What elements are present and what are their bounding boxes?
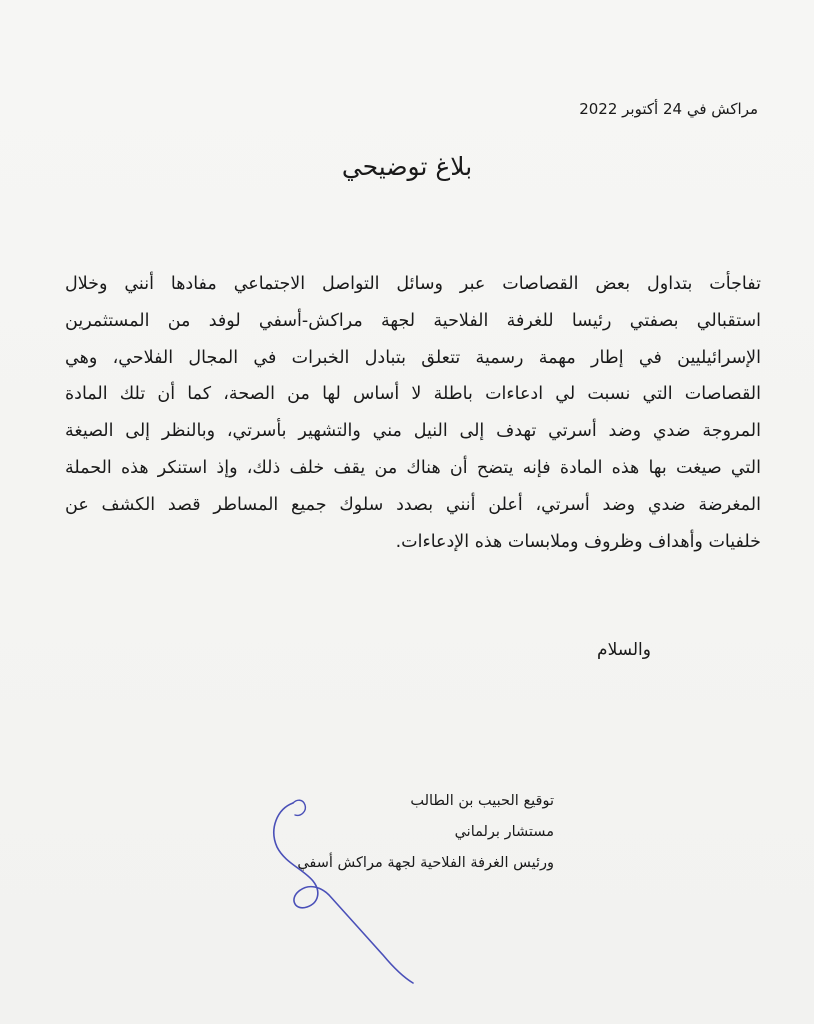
signatory-position: ورئيس الغرفة الفلاحية لجهة مراكش أسفي [297, 855, 554, 871]
body-line: التي صيغت بها هذه المادة فإنه يتضح أن هناك من يقف خلف ذلك، وإذ استنكر هذه الحملة [65, 457, 761, 478]
letter-title: بلاغ توضيحي [341, 152, 473, 181]
signatory-name: توقيع الحبيب بن الطالب [410, 793, 554, 809]
body-line: المغرضة ضدي وضد أسرتي، أعلن أنني بصدد سلوك جميع المساطر قصد الكشف عن [65, 494, 761, 515]
body-line: المروجة ضدي وضد أسرتي تهدف إلى النيل مني والتشهير بأسرتي، وبالنظر إلى الصيغة [65, 421, 761, 442]
body-line: خلفيات وأهداف وظروف وملابسات هذه الإدعاءات. [395, 531, 761, 552]
body-line: الإسرائيليين في إطار مهمة رسمية تتعلق بتبادل الخبرات في المجال الفلاحي، وهي [65, 347, 761, 368]
signature-block [297, 786, 554, 879]
closing-salutation: والسلام [597, 640, 651, 660]
body-line: استقبالي بصفتي رئيسا للغرفة الفلاحية لجهة مراكش-أسفي لوفد من المستثمرين [65, 310, 761, 331]
body-line: القصاصات التي نسبت لي ادعاءات باطلة لا أساس لها من الصحة، كما أن تلك المادة [65, 384, 761, 405]
signatory-role: مستشار برلماني [454, 824, 554, 840]
body-line: تفاجأت بتداول بعض القصاصات عبر وسائل التواصل الاجتماعي مفادها أنني وخلال [65, 274, 761, 294]
letter-body [65, 266, 761, 560]
letter-date: مراكش في 24 أكتوبر 2022 [579, 100, 758, 118]
